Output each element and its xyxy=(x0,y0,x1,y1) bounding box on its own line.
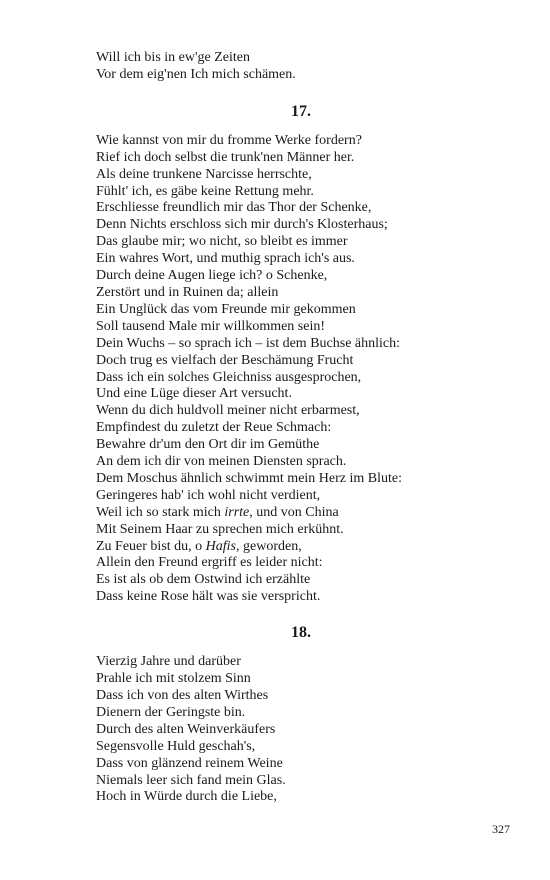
italic-word: irrte xyxy=(224,504,250,520)
verse-line-with-italic xyxy=(96,505,516,522)
intro-stanza xyxy=(96,50,516,84)
verse-line: Dass keine Rose hält was sie verspricht. xyxy=(96,589,321,605)
verse-line: Doch trug es vielfach der Beschämung Frucht xyxy=(96,352,354,368)
verse-line: Vor dem eig'nen Ich mich schämen. xyxy=(96,66,296,82)
verse-line: Dem Moschus ähnlich schwimmt mein Herz im Blute: xyxy=(96,470,403,486)
verse-line: Dienern der Geringste bin. xyxy=(96,704,246,720)
verse-line: Bewahre dr'um den Ort dir im Gemüthe xyxy=(96,437,320,453)
verse-line-with-italic xyxy=(96,539,516,556)
verse-line: Und eine Lüge dieser Art versucht. xyxy=(96,386,292,402)
section-18-heading: 18. xyxy=(291,624,311,642)
verse-line: Ein wahres Wort, und muthig sprach ich's aus. xyxy=(96,251,355,267)
verse-line: Wenn du dich huldvoll meiner nicht erbarmest, xyxy=(96,403,360,419)
section-17-heading: 17. xyxy=(291,102,311,120)
verse-line: Erschliesse freundlich mir das Thor der Schenke, xyxy=(96,200,372,216)
verse-line: Empfindest du zuletzt der Reue Schmach: xyxy=(96,420,332,436)
verse-line: Geringeres hab' ich wohl nicht verdient, xyxy=(96,487,321,503)
page-number: 327 xyxy=(492,822,510,836)
verse-line: Dass ich von des alten Wirthes xyxy=(96,688,269,703)
verse-line: Niemals leer sich fand mein Glas. xyxy=(96,772,286,788)
verse-line: An dem ich dir von meinen Diensten sprach. xyxy=(96,454,347,470)
verse-line: Prahle ich mit stolzem Sinn xyxy=(96,671,251,687)
verse-line: Durch deine Augen liege ich? o Schenke, xyxy=(96,268,328,284)
verse-line: Hoch in Würde durch die Liebe, xyxy=(96,789,277,805)
poem-page xyxy=(96,50,516,806)
verse-line: Fühlt' ich, es gäbe keine Rettung mehr. xyxy=(96,183,314,199)
section-18-stanza xyxy=(96,654,516,806)
verse-text: Weil ich so stark mich xyxy=(96,504,225,520)
verse-line: Als deine trunkene Narcisse herrschte, xyxy=(96,166,312,182)
verse-line: Will ich bis in ew'ge Zeiten xyxy=(96,50,250,65)
verse-text: , und von China xyxy=(249,504,339,520)
verse-line: Mit Seinem Haar zu sprechen mich erkühnt. xyxy=(96,521,344,537)
verse-line: Vierzig Jahre und darüber xyxy=(96,654,241,670)
verse-line: Denn Nichts erschloss sich mir durch's Klosterhaus; xyxy=(96,217,388,233)
verse-text: , geworden, xyxy=(236,538,302,554)
verse-line: Es ist als ob dem Ostwind ich erzählte xyxy=(96,572,311,588)
verse-line: Dass von glänzend reinem Weine xyxy=(96,755,283,771)
verse-line: Das glaube mir; wo nicht, so bleibt es immer xyxy=(96,234,348,250)
verse-line: Segensvolle Huld geschah's, xyxy=(96,738,256,754)
verse-line: Allein den Freund ergriff es leider nicht: xyxy=(96,555,323,571)
verse-line: Soll tausend Male mir willkommen sein! xyxy=(96,318,326,334)
verse-line: Dass ich ein solches Gleichniss ausgesprochen, xyxy=(96,369,362,385)
verse-line: Rief ich doch selbst die trunk'nen Männer her. xyxy=(96,149,355,165)
italic-name: Hafis xyxy=(205,538,236,554)
verse-line: Durch des alten Weinverkäufers xyxy=(96,721,276,737)
verse-line: Wie kannst von mir du fromme Werke fordern? xyxy=(96,132,362,148)
section-17-stanza xyxy=(96,133,516,606)
verse-line: Ein Unglück das vom Freunde mir gekommen xyxy=(96,301,356,317)
verse-text: Zu Feuer bist du, o xyxy=(96,538,206,554)
verse-line: Zerstört und in Ruinen da; allein xyxy=(96,284,279,300)
verse-line: Dein Wuchs – so sprach ich – ist dem Buchse ähnlich: xyxy=(96,335,401,351)
